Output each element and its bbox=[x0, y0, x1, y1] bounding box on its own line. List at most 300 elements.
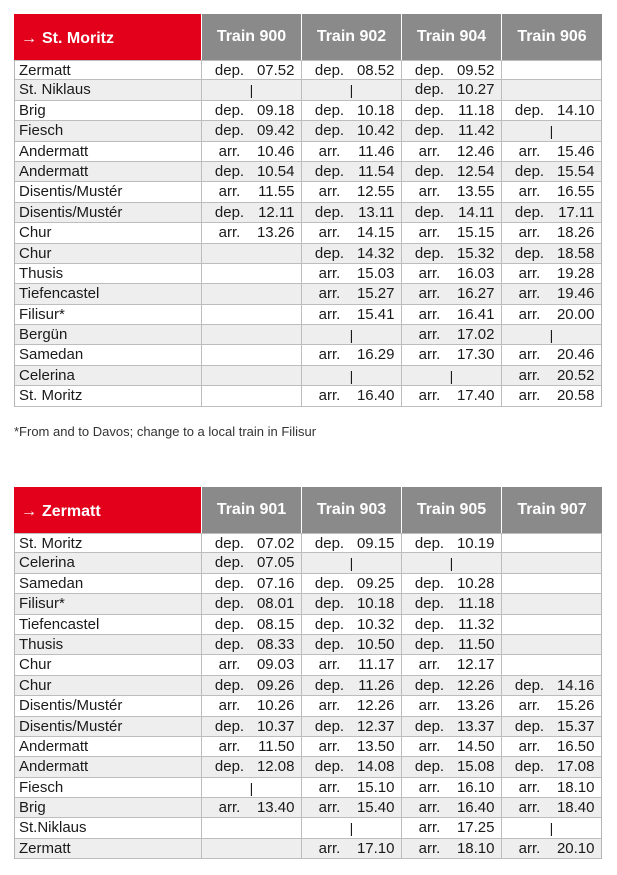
time-cell bbox=[401, 737, 501, 756]
time-cell bbox=[401, 798, 501, 817]
time-cell bbox=[301, 574, 401, 593]
time-value: 12.55 bbox=[356, 183, 395, 201]
arr-dep-label: dep. bbox=[414, 758, 445, 776]
pass-through-mark-text: | bbox=[249, 82, 254, 99]
arr-dep-label: arr. bbox=[518, 224, 541, 242]
arr-dep-label: arr. bbox=[418, 264, 441, 282]
arr-dep-label: arr. bbox=[318, 305, 341, 323]
time-value: 15.15 bbox=[456, 224, 495, 242]
pass-through-mark-text: | bbox=[449, 367, 454, 384]
station-name: Filisur* bbox=[19, 595, 65, 613]
time-value: 07.16 bbox=[256, 574, 295, 592]
arr-dep-label: dep. bbox=[514, 203, 545, 221]
pass-through-mark bbox=[501, 325, 601, 344]
time-value: 17.40 bbox=[456, 387, 495, 405]
time-cell bbox=[401, 244, 501, 263]
arr-dep-label: dep. bbox=[414, 595, 445, 613]
time-value: 07.05 bbox=[256, 554, 295, 572]
time-cell bbox=[501, 676, 601, 695]
time-cell bbox=[401, 534, 501, 552]
arr-dep-label: dep. bbox=[214, 122, 245, 140]
empty-cell bbox=[201, 264, 301, 283]
time-cell bbox=[401, 676, 501, 695]
station-name: Zermatt bbox=[19, 62, 71, 79]
arr-dep-label: dep. bbox=[214, 595, 245, 613]
station-name: Disentis/Mustér bbox=[19, 183, 123, 201]
time-value: 13.26 bbox=[456, 697, 495, 715]
time-cell bbox=[401, 121, 501, 140]
time-value: 10.54 bbox=[256, 162, 295, 180]
time-value: 15.03 bbox=[356, 264, 395, 282]
pass-through-mark bbox=[301, 325, 401, 344]
arr-dep-label: arr. bbox=[518, 839, 541, 857]
arr-dep-label: arr. bbox=[318, 142, 341, 160]
table-row bbox=[15, 284, 601, 304]
time-cell bbox=[301, 635, 401, 654]
time-value: 11.50 bbox=[458, 635, 495, 653]
time-cell bbox=[301, 61, 401, 79]
time-value: 09.18 bbox=[256, 101, 295, 119]
time-cell bbox=[501, 162, 601, 181]
time-value: 11.46 bbox=[358, 142, 395, 160]
table-header bbox=[14, 487, 602, 533]
time-cell bbox=[401, 574, 501, 593]
arr-dep-label: arr. bbox=[418, 183, 441, 201]
station-name: Thusis bbox=[19, 635, 64, 653]
time-value: 18.26 bbox=[556, 224, 595, 242]
time-cell bbox=[401, 325, 501, 344]
time-cell bbox=[501, 305, 601, 324]
arr-dep-label: arr. bbox=[418, 839, 441, 857]
empty-cell bbox=[201, 366, 301, 385]
time-cell bbox=[401, 305, 501, 324]
arr-dep-label: arr. bbox=[518, 366, 541, 384]
pass-through-mark-text: | bbox=[349, 327, 354, 344]
table-row bbox=[15, 737, 601, 757]
station-name: St. Niklaus bbox=[19, 81, 91, 99]
time-value: 12.11 bbox=[258, 203, 295, 221]
time-value: 12.26 bbox=[356, 697, 395, 715]
arr-dep-label: arr. bbox=[318, 387, 341, 405]
time-value: 10.19 bbox=[456, 535, 495, 552]
pass-through-mark-text: | bbox=[349, 555, 354, 572]
station-name: St. Moritz bbox=[19, 535, 83, 552]
time-cell bbox=[301, 264, 401, 283]
arr-dep-label: arr. bbox=[318, 264, 341, 282]
station-name: Chur bbox=[19, 244, 52, 262]
time-cell bbox=[401, 203, 501, 222]
table-row bbox=[15, 101, 601, 121]
time-value: 16.29 bbox=[356, 346, 395, 364]
time-cell bbox=[301, 223, 401, 242]
table-row bbox=[15, 655, 601, 675]
time-value: 15.32 bbox=[456, 244, 495, 262]
time-cell bbox=[501, 203, 601, 222]
time-value: 20.00 bbox=[556, 305, 595, 323]
time-value: 16.40 bbox=[356, 387, 395, 405]
time-value: 14.32 bbox=[356, 244, 395, 262]
arr-dep-label: dep. bbox=[414, 101, 445, 119]
time-value: 12.54 bbox=[456, 162, 495, 180]
arr-dep-label: arr. bbox=[318, 778, 341, 796]
time-cell bbox=[301, 182, 401, 201]
pass-through-mark bbox=[401, 553, 501, 572]
time-value: 17.08 bbox=[556, 758, 595, 776]
table-row bbox=[15, 60, 601, 80]
time-cell bbox=[301, 121, 401, 140]
table-row bbox=[15, 818, 601, 838]
train-column-header: Train 906 bbox=[501, 14, 602, 60]
arr-dep-label: dep. bbox=[414, 615, 445, 633]
train-column-header: Train 902 bbox=[301, 14, 401, 60]
arr-dep-label: arr. bbox=[418, 387, 441, 405]
pass-through-mark-text: | bbox=[349, 820, 354, 837]
arr-dep-label: dep. bbox=[214, 676, 245, 694]
time-cell bbox=[301, 717, 401, 736]
pass-through-mark-text: | bbox=[549, 123, 554, 140]
empty-cell bbox=[201, 345, 301, 364]
time-value: 14.15 bbox=[356, 224, 395, 242]
time-value: 16.41 bbox=[456, 305, 495, 323]
arr-dep-label: dep. bbox=[214, 574, 245, 592]
time-cell bbox=[401, 696, 501, 715]
time-value: 11.50 bbox=[258, 737, 295, 755]
arr-dep-label: dep. bbox=[314, 758, 345, 776]
time-cell bbox=[401, 182, 501, 201]
time-value: 09.42 bbox=[256, 122, 295, 140]
time-value: 16.55 bbox=[556, 183, 595, 201]
station-name: Celerina bbox=[19, 554, 75, 572]
time-value: 13.37 bbox=[456, 717, 495, 735]
time-cell bbox=[501, 264, 601, 283]
table-row bbox=[15, 182, 601, 202]
time-value: 11.32 bbox=[458, 615, 495, 633]
pass-through-mark bbox=[201, 778, 301, 797]
time-value: 08.01 bbox=[256, 595, 295, 613]
arr-dep-label: arr. bbox=[318, 183, 341, 201]
time-value: 17.11 bbox=[558, 203, 595, 221]
pass-through-mark-text: | bbox=[449, 555, 454, 572]
arr-dep-label: dep. bbox=[414, 717, 445, 735]
time-value: 14.11 bbox=[458, 203, 495, 221]
arr-dep-label: dep. bbox=[314, 122, 345, 140]
arr-dep-label: arr. bbox=[518, 737, 541, 755]
arr-dep-label: dep. bbox=[214, 101, 245, 119]
table-body bbox=[14, 533, 602, 859]
time-value: 14.08 bbox=[356, 758, 395, 776]
time-value: 14.10 bbox=[556, 101, 595, 119]
time-value: 16.03 bbox=[456, 264, 495, 282]
arr-dep-label: dep. bbox=[514, 758, 545, 776]
table-row bbox=[15, 615, 601, 635]
time-value: 15.26 bbox=[556, 697, 595, 715]
empty-cell bbox=[201, 839, 301, 858]
arr-dep-label: arr. bbox=[218, 656, 241, 674]
time-cell bbox=[301, 386, 401, 405]
table-row bbox=[15, 798, 601, 818]
arr-dep-label: dep. bbox=[214, 758, 245, 776]
time-value: 10.27 bbox=[456, 81, 495, 99]
table-row bbox=[15, 757, 601, 777]
station-name: Fiesch bbox=[19, 778, 64, 796]
station-name: Tiefencastel bbox=[19, 615, 100, 633]
pass-through-mark-text: | bbox=[549, 327, 554, 344]
station-name: Disentis/Mustér bbox=[19, 717, 123, 735]
arr-dep-label: dep. bbox=[514, 162, 545, 180]
table-row bbox=[15, 80, 601, 100]
train-column-header: Train 901 bbox=[201, 487, 301, 533]
station-name: Disentis/Mustér bbox=[19, 203, 123, 221]
time-cell bbox=[401, 223, 501, 242]
time-cell bbox=[301, 305, 401, 324]
time-cell bbox=[201, 101, 301, 120]
table-row bbox=[15, 594, 601, 614]
time-cell bbox=[201, 798, 301, 817]
arr-dep-label: arr. bbox=[318, 737, 341, 755]
time-cell bbox=[401, 264, 501, 283]
arr-dep-label: arr. bbox=[218, 737, 241, 755]
time-value: 12.08 bbox=[256, 758, 295, 776]
table-row bbox=[15, 553, 601, 573]
time-value: 19.46 bbox=[556, 285, 595, 303]
arr-dep-label: arr. bbox=[518, 697, 541, 715]
destination-label: Zermatt bbox=[42, 503, 101, 520]
time-cell bbox=[401, 61, 501, 79]
arr-dep-label: arr. bbox=[318, 656, 341, 674]
time-value: 11.54 bbox=[358, 162, 395, 180]
time-value: 12.26 bbox=[456, 676, 495, 694]
arr-dep-label: arr. bbox=[418, 285, 441, 303]
time-cell bbox=[401, 839, 501, 858]
time-value: 17.10 bbox=[356, 839, 395, 857]
arr-dep-label: dep. bbox=[314, 535, 345, 552]
pass-through-mark-text: | bbox=[249, 779, 254, 796]
time-cell bbox=[301, 284, 401, 303]
train-column-header: Train 907 bbox=[501, 487, 602, 533]
time-value: 10.32 bbox=[356, 615, 395, 633]
time-cell bbox=[501, 386, 601, 405]
time-cell bbox=[501, 244, 601, 263]
arr-dep-label: arr. bbox=[318, 346, 341, 364]
time-value: 09.25 bbox=[356, 574, 395, 592]
arr-dep-label: arr. bbox=[318, 285, 341, 303]
station-name: Andermatt bbox=[19, 737, 89, 755]
timetable-to-zermatt bbox=[14, 487, 602, 859]
arr-dep-label: dep. bbox=[214, 62, 245, 79]
time-cell bbox=[301, 162, 401, 181]
timetable-to-st-moritz bbox=[14, 14, 602, 407]
arr-dep-label: dep. bbox=[214, 615, 245, 633]
time-value: 11.18 bbox=[458, 101, 495, 119]
table-row bbox=[15, 717, 601, 737]
arr-dep-label: arr. bbox=[418, 697, 441, 715]
arr-dep-label: dep. bbox=[414, 122, 445, 140]
pass-through-mark bbox=[301, 366, 401, 385]
arr-dep-label: arr. bbox=[518, 799, 541, 817]
time-cell bbox=[401, 162, 501, 181]
time-value: 18.40 bbox=[556, 799, 595, 817]
arr-dep-label: dep. bbox=[414, 244, 445, 262]
time-cell bbox=[501, 696, 601, 715]
time-cell bbox=[301, 676, 401, 695]
time-cell bbox=[401, 717, 501, 736]
arr-dep-label: arr. bbox=[518, 264, 541, 282]
arr-dep-label: arr. bbox=[418, 142, 441, 160]
time-value: 20.58 bbox=[556, 387, 595, 405]
arr-dep-label: arr. bbox=[218, 224, 241, 242]
table-row bbox=[15, 839, 601, 859]
table-row bbox=[15, 386, 601, 406]
arr-dep-label: dep. bbox=[414, 81, 445, 99]
time-value: 17.25 bbox=[456, 819, 495, 837]
time-value: 14.16 bbox=[556, 676, 595, 694]
time-cell bbox=[401, 80, 501, 99]
time-cell bbox=[301, 839, 401, 858]
table-row bbox=[15, 223, 601, 243]
arr-dep-label: arr. bbox=[518, 285, 541, 303]
arr-dep-label: arr. bbox=[318, 799, 341, 817]
time-cell bbox=[401, 386, 501, 405]
empty-cell bbox=[501, 655, 601, 674]
time-value: 09.52 bbox=[456, 62, 495, 79]
arrow-right-icon: → bbox=[21, 30, 37, 47]
station-name: Zermatt bbox=[19, 839, 71, 857]
time-value: 20.52 bbox=[556, 366, 595, 384]
time-value: 10.46 bbox=[256, 142, 295, 160]
arr-dep-label: arr. bbox=[218, 142, 241, 160]
time-cell bbox=[401, 655, 501, 674]
time-value: 08.15 bbox=[256, 615, 295, 633]
time-cell bbox=[501, 366, 601, 385]
table-row bbox=[15, 121, 601, 141]
time-cell bbox=[201, 717, 301, 736]
arr-dep-label: arr. bbox=[418, 326, 441, 344]
arr-dep-label: arr. bbox=[418, 224, 441, 242]
arr-dep-label: arr. bbox=[518, 305, 541, 323]
time-cell bbox=[201, 655, 301, 674]
arr-dep-label: arr. bbox=[418, 346, 441, 364]
time-value: 15.08 bbox=[456, 758, 495, 776]
arr-dep-label: dep. bbox=[214, 554, 245, 572]
time-cell bbox=[301, 534, 401, 552]
time-cell bbox=[401, 594, 501, 613]
empty-cell bbox=[501, 80, 601, 99]
pass-through-mark bbox=[501, 121, 601, 140]
time-cell bbox=[401, 142, 501, 161]
arr-dep-label: dep. bbox=[214, 717, 245, 735]
station-name: Andermatt bbox=[19, 142, 89, 160]
time-value: 18.58 bbox=[556, 244, 595, 262]
time-value: 13.11 bbox=[358, 203, 395, 221]
time-cell bbox=[301, 778, 401, 797]
arr-dep-label: dep. bbox=[214, 635, 245, 653]
time-value: 19.28 bbox=[556, 264, 595, 282]
arr-dep-label: dep. bbox=[214, 162, 245, 180]
time-cell bbox=[301, 142, 401, 161]
pass-through-mark-text: | bbox=[549, 820, 554, 837]
arr-dep-label: dep. bbox=[314, 162, 345, 180]
time-cell bbox=[201, 737, 301, 756]
time-value: 08.52 bbox=[356, 62, 395, 79]
time-value: 10.18 bbox=[356, 101, 395, 119]
table-row bbox=[15, 244, 601, 264]
empty-cell bbox=[501, 635, 601, 654]
time-cell bbox=[201, 676, 301, 695]
time-value: 16.50 bbox=[556, 737, 595, 755]
arr-dep-label: dep. bbox=[514, 101, 545, 119]
destination-header bbox=[14, 14, 201, 60]
time-cell bbox=[201, 594, 301, 613]
time-cell bbox=[301, 757, 401, 776]
arr-dep-label: dep. bbox=[314, 244, 345, 262]
time-value: 20.10 bbox=[556, 839, 595, 857]
arr-dep-label: arr. bbox=[418, 778, 441, 796]
arr-dep-label: arr. bbox=[418, 737, 441, 755]
time-value: 13.50 bbox=[356, 737, 395, 755]
train-column-header: Train 905 bbox=[401, 487, 501, 533]
time-value: 12.46 bbox=[456, 142, 495, 160]
time-value: 10.42 bbox=[356, 122, 395, 140]
table-row bbox=[15, 676, 601, 696]
pass-through-mark bbox=[301, 80, 401, 99]
arr-dep-label: dep. bbox=[314, 62, 345, 79]
time-value: 16.27 bbox=[456, 285, 495, 303]
empty-cell bbox=[501, 574, 601, 593]
empty-cell bbox=[201, 325, 301, 344]
time-cell bbox=[501, 223, 601, 242]
time-value: 16.10 bbox=[456, 778, 495, 796]
station-name: Chur bbox=[19, 224, 52, 242]
arr-dep-label: arr. bbox=[518, 387, 541, 405]
pass-through-mark bbox=[501, 818, 601, 837]
empty-cell bbox=[201, 244, 301, 263]
train-column-header: Train 900 bbox=[201, 14, 301, 60]
time-cell bbox=[501, 142, 601, 161]
table-row bbox=[15, 203, 601, 223]
arr-dep-label: arr. bbox=[418, 305, 441, 323]
arr-dep-label: dep. bbox=[514, 676, 545, 694]
time-value: 10.37 bbox=[256, 717, 295, 735]
time-cell bbox=[201, 61, 301, 79]
pass-through-mark-text: | bbox=[349, 82, 354, 99]
time-cell bbox=[401, 818, 501, 837]
table-header bbox=[14, 14, 602, 60]
empty-cell bbox=[201, 305, 301, 324]
arr-dep-label: dep. bbox=[314, 203, 345, 221]
arr-dep-label: arr. bbox=[318, 697, 341, 715]
empty-cell bbox=[501, 615, 601, 634]
time-value: 11.42 bbox=[458, 122, 495, 140]
time-value: 18.10 bbox=[456, 839, 495, 857]
table-body bbox=[14, 60, 602, 407]
arr-dep-label: arr. bbox=[518, 142, 541, 160]
time-value: 10.50 bbox=[356, 635, 395, 653]
time-cell bbox=[301, 345, 401, 364]
arr-dep-label: dep. bbox=[314, 717, 345, 735]
train-column-header: Train 904 bbox=[401, 14, 501, 60]
time-value: 17.30 bbox=[456, 346, 495, 364]
station-name: Disentis/Mustér bbox=[19, 697, 123, 715]
table-row bbox=[15, 162, 601, 182]
destination-header bbox=[14, 487, 201, 533]
time-value: 10.26 bbox=[256, 697, 295, 715]
station-name: Celerina bbox=[19, 366, 75, 384]
station-name: Brig bbox=[19, 101, 46, 119]
empty-cell bbox=[501, 594, 601, 613]
time-cell bbox=[501, 345, 601, 364]
table-row bbox=[15, 635, 601, 655]
time-value: 20.46 bbox=[556, 346, 595, 364]
